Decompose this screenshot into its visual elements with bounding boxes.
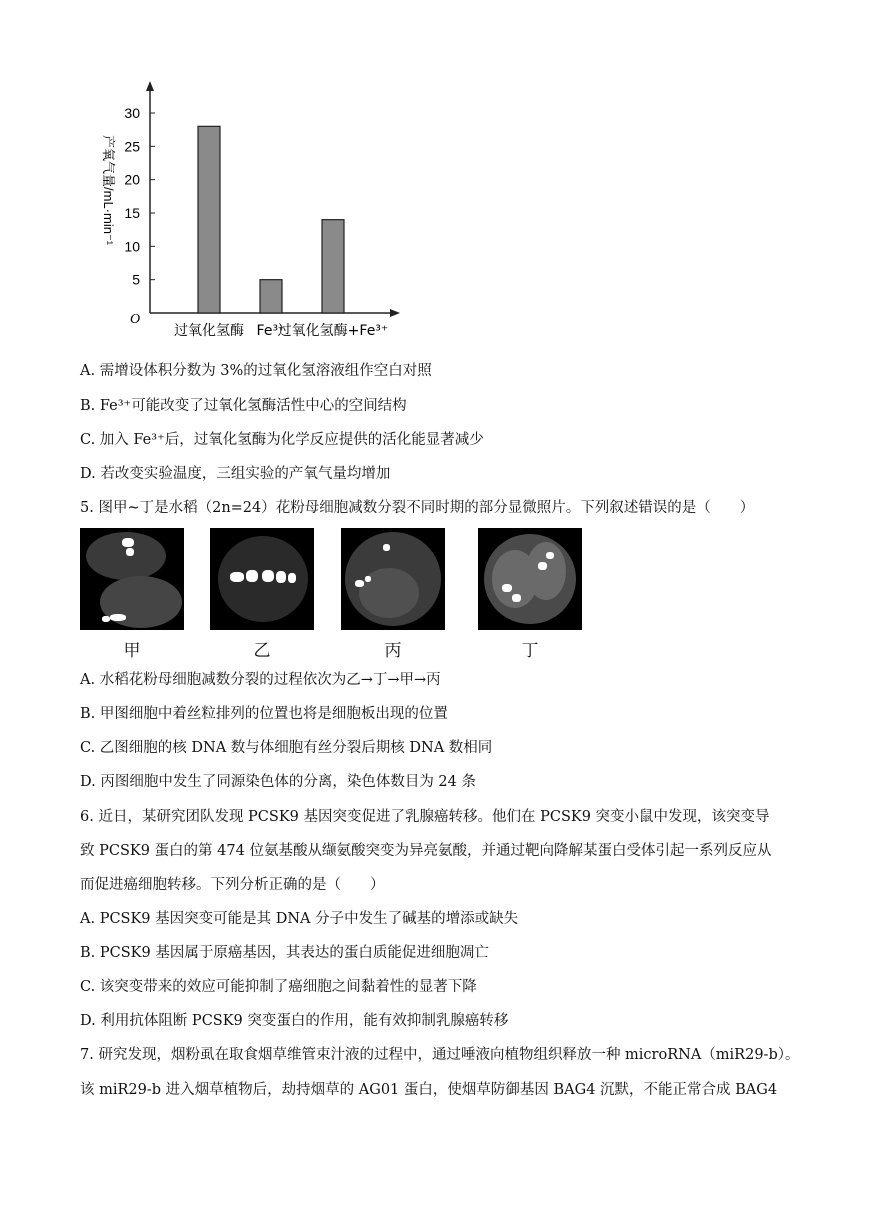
- y-tick-label: 20: [124, 171, 140, 188]
- q5-stem: 5. 图甲~丁是水稻（2n=24）花粉母细胞减数分裂不同时期的部分显微照片。下列叙述错误的是（ ）: [80, 500, 755, 516]
- origin-label: O: [130, 312, 141, 327]
- bar-1: [198, 126, 220, 313]
- y-tick-label: 10: [124, 238, 140, 255]
- micrograph-bing: [341, 528, 445, 630]
- q4-option-a: A. 需增设体积分数为 3%的过氧化氢溶液组作空白对照: [80, 363, 432, 379]
- y-axis-label: 产氧气量/mL·min⁻¹: [101, 135, 116, 246]
- x-category-label: Fe³⁺: [256, 323, 286, 339]
- micrograph-jia: [80, 528, 184, 630]
- q6-option-b: B. PCSK9 基因属于原癌基因，其表达的蛋白质能促进细胞凋亡: [80, 945, 489, 961]
- q6-option-a: A. PCSK9 基因突变可能是其 DNA 分子中发生了碱基的增添或缺失: [80, 911, 519, 927]
- micrograph-ding: [478, 528, 582, 630]
- y-tick-label: 25: [124, 138, 140, 155]
- q6-option-c: C. 该突变带来的效应可能抑制了癌细胞之间黏着性的显著下降: [80, 979, 477, 995]
- q4-option-d: D. 若改变实验温度，三组实验的产氧气量均增加: [80, 466, 391, 482]
- q6-option-d: D. 利用抗体阻断 PCSK9 突变蛋白的作用，能有效抑制乳腺癌转移: [80, 1013, 509, 1029]
- y-tick-label: 15: [124, 205, 140, 221]
- bar-2: [260, 280, 282, 313]
- micrograph-label-yi: 乙: [253, 641, 271, 661]
- y-axis-arrow: [146, 81, 154, 91]
- x-axis-arrow: [390, 309, 400, 317]
- oxygen-production-bar-chart: [90, 75, 440, 345]
- bar-3: [322, 220, 344, 313]
- micrograph-label-jia: 甲: [123, 641, 141, 661]
- micrograph-yi: [210, 528, 314, 630]
- micrograph-label-bing: 丙: [384, 641, 402, 661]
- y-tick-label: 30: [124, 105, 140, 121]
- q4-option-b: B. Fe³⁺可能改变了过氧化氢酶活性中心的空间结构: [80, 398, 407, 414]
- q5-option-b: B. 甲图细胞中着丝粒排列的位置也将是细胞板出现的位置: [80, 706, 448, 722]
- q6-stem-line-2: 致 PCSK9 蛋白的第 474 位氨基酸从缬氨酸突变为异亮氨酸，并通过靶向降解某蛋白受体引起一系列反应从: [80, 843, 772, 859]
- x-category-label: 过氧化氢酶: [174, 323, 244, 339]
- micrograph-label-ding: 丁: [521, 641, 539, 661]
- x-category-label: 过氧化氢酶+Fe³⁺: [277, 323, 389, 339]
- q5-option-c: C. 乙图细胞的核 DNA 数与体细胞有丝分裂后期核 DNA 数相同: [80, 740, 493, 756]
- q6-stem-line-1: 6. 近日，某研究团队发现 PCSK9 基因突变促进了乳腺癌转移。他们在 PCSK9 突变小鼠中发现，该突变导: [80, 809, 770, 825]
- q7-stem-line-2: 该 miR29-b 进入烟草植物后，劫持烟草的 AG01 蛋白，使烟草防御基因 BAG4 沉默，不能正常合成 BAG4: [80, 1082, 778, 1098]
- q5-option-a: A. 水稻花粉母细胞减数分裂的过程依次为乙→丁→甲→丙: [80, 672, 441, 688]
- q6-stem-line-3: 而促进癌细胞转移。下列分析正确的是（ ）: [80, 877, 385, 893]
- q5-option-d: D. 丙图细胞中发生了同源染色体的分离，染色体数目为 24 条: [80, 774, 476, 790]
- q4-option-c: C. 加入 Fe³⁺后，过氧化氢酶为化学反应提供的活化能显著减少: [80, 432, 484, 448]
- y-tick-label: 5: [132, 271, 140, 288]
- q7-stem-line-1: 7. 研究发现，烟粉虱在取食烟草维管束汁液的过程中，通过唾液向植物组织释放一种 microRNA（miR29-b）。: [80, 1047, 800, 1063]
